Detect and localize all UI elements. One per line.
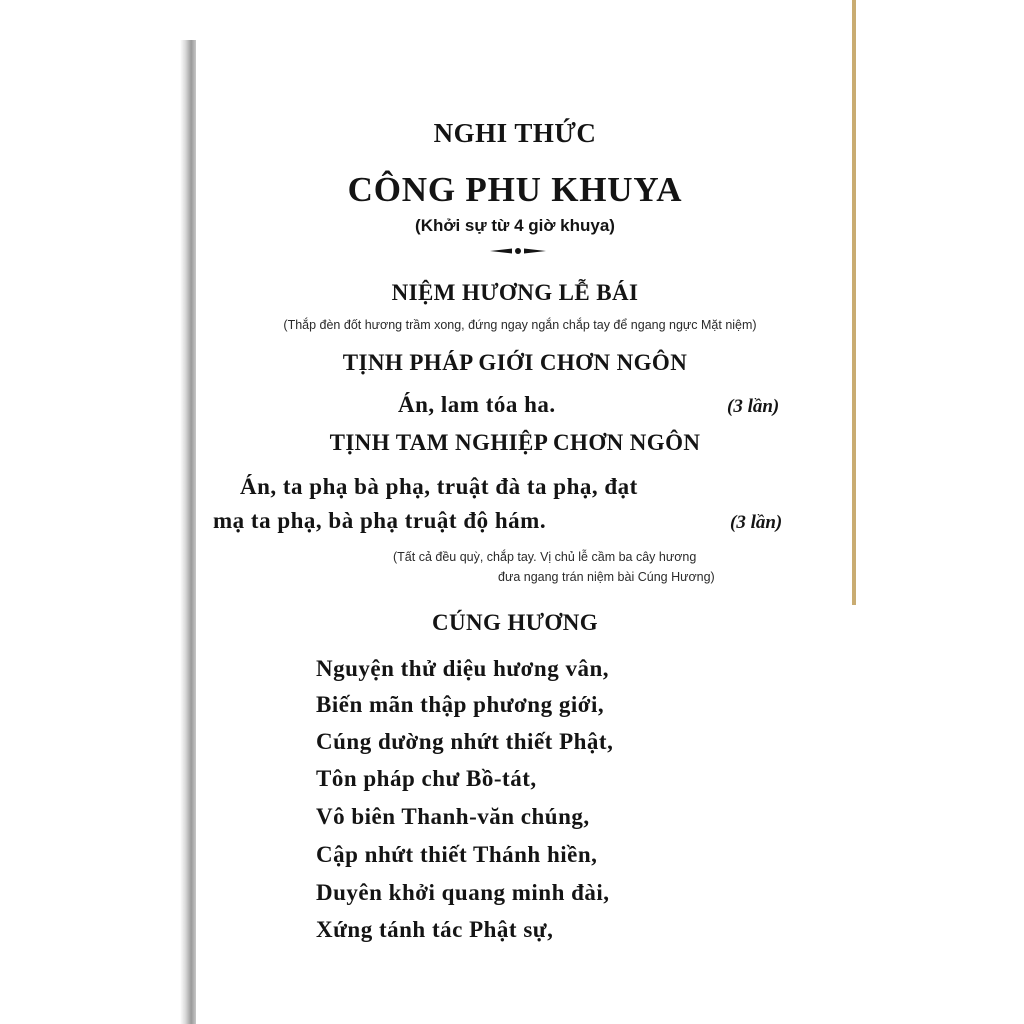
page-edge-right bbox=[852, 0, 856, 605]
verse-line: Cúng dường nhứt thiết Phật, bbox=[316, 729, 614, 754]
chant-tinh-phap-gioi: Án, lam tóa ha. bbox=[398, 392, 556, 417]
times-tinh-phap-gioi: (3 lần) bbox=[727, 396, 780, 417]
verse-line: Cập nhứt thiết Thánh hiền, bbox=[316, 842, 598, 867]
times-tinh-tam-nghiep: (3 lần) bbox=[730, 512, 783, 533]
verse-line: Nguyện thử diệu hương vân, bbox=[316, 656, 609, 681]
chant-tinh-tam-nghiep-line-1: Án, ta phạ bà phạ, truật đà ta phạ, đạt bbox=[240, 474, 638, 499]
note-tinh-tam-nghiep-line-2: đưa ngang trán niệm bài Cúng Hương) bbox=[498, 570, 715, 584]
note-tinh-tam-nghiep-line-1: (Tất cả đều quỳ, chắp tay. Vị chủ lễ cầm ba cây hương bbox=[393, 550, 697, 564]
heading-tinh-tam-nghiep: TỊNH TAM NGHIỆP CHƠN NGÔN bbox=[329, 430, 701, 455]
heading-cung-huong: CÚNG HƯƠNG bbox=[431, 610, 599, 635]
page-subtitle: (Khởi sự từ 4 giờ khuya) bbox=[415, 216, 615, 235]
note-niem-huong: (Thắp đèn đốt hương trầm xong, đứng ngay ngắn chắp tay để ngang ngực Mặt niệm) bbox=[283, 318, 757, 332]
chant-tinh-tam-nghiep-line-2: mạ ta phạ, bà phạ truật độ hám. bbox=[213, 508, 547, 533]
heading-tinh-phap-gioi: TỊNH PHÁP GIỚI CHƠN NGÔN bbox=[342, 350, 688, 375]
verse-line: Duyên khởi quang minh đài, bbox=[316, 880, 610, 905]
heading-niem-huong: NIỆM HƯƠNG LỄ BÁI bbox=[391, 280, 639, 305]
page-title: CÔNG PHU KHUYA bbox=[347, 170, 683, 209]
title-line-1: NGHI THỨC bbox=[433, 118, 597, 148]
verse-line: Vô biên Thanh-văn chúng, bbox=[316, 804, 590, 829]
ornament-divider-icon bbox=[490, 246, 546, 256]
verse-line: Tôn pháp chư Bồ-tát, bbox=[316, 766, 537, 791]
verse-line: Biến mãn thập phương giới, bbox=[316, 692, 605, 717]
book-spine-shadow bbox=[180, 40, 196, 1024]
verse-line: Xứng tánh tác Phật sự, bbox=[316, 917, 554, 942]
